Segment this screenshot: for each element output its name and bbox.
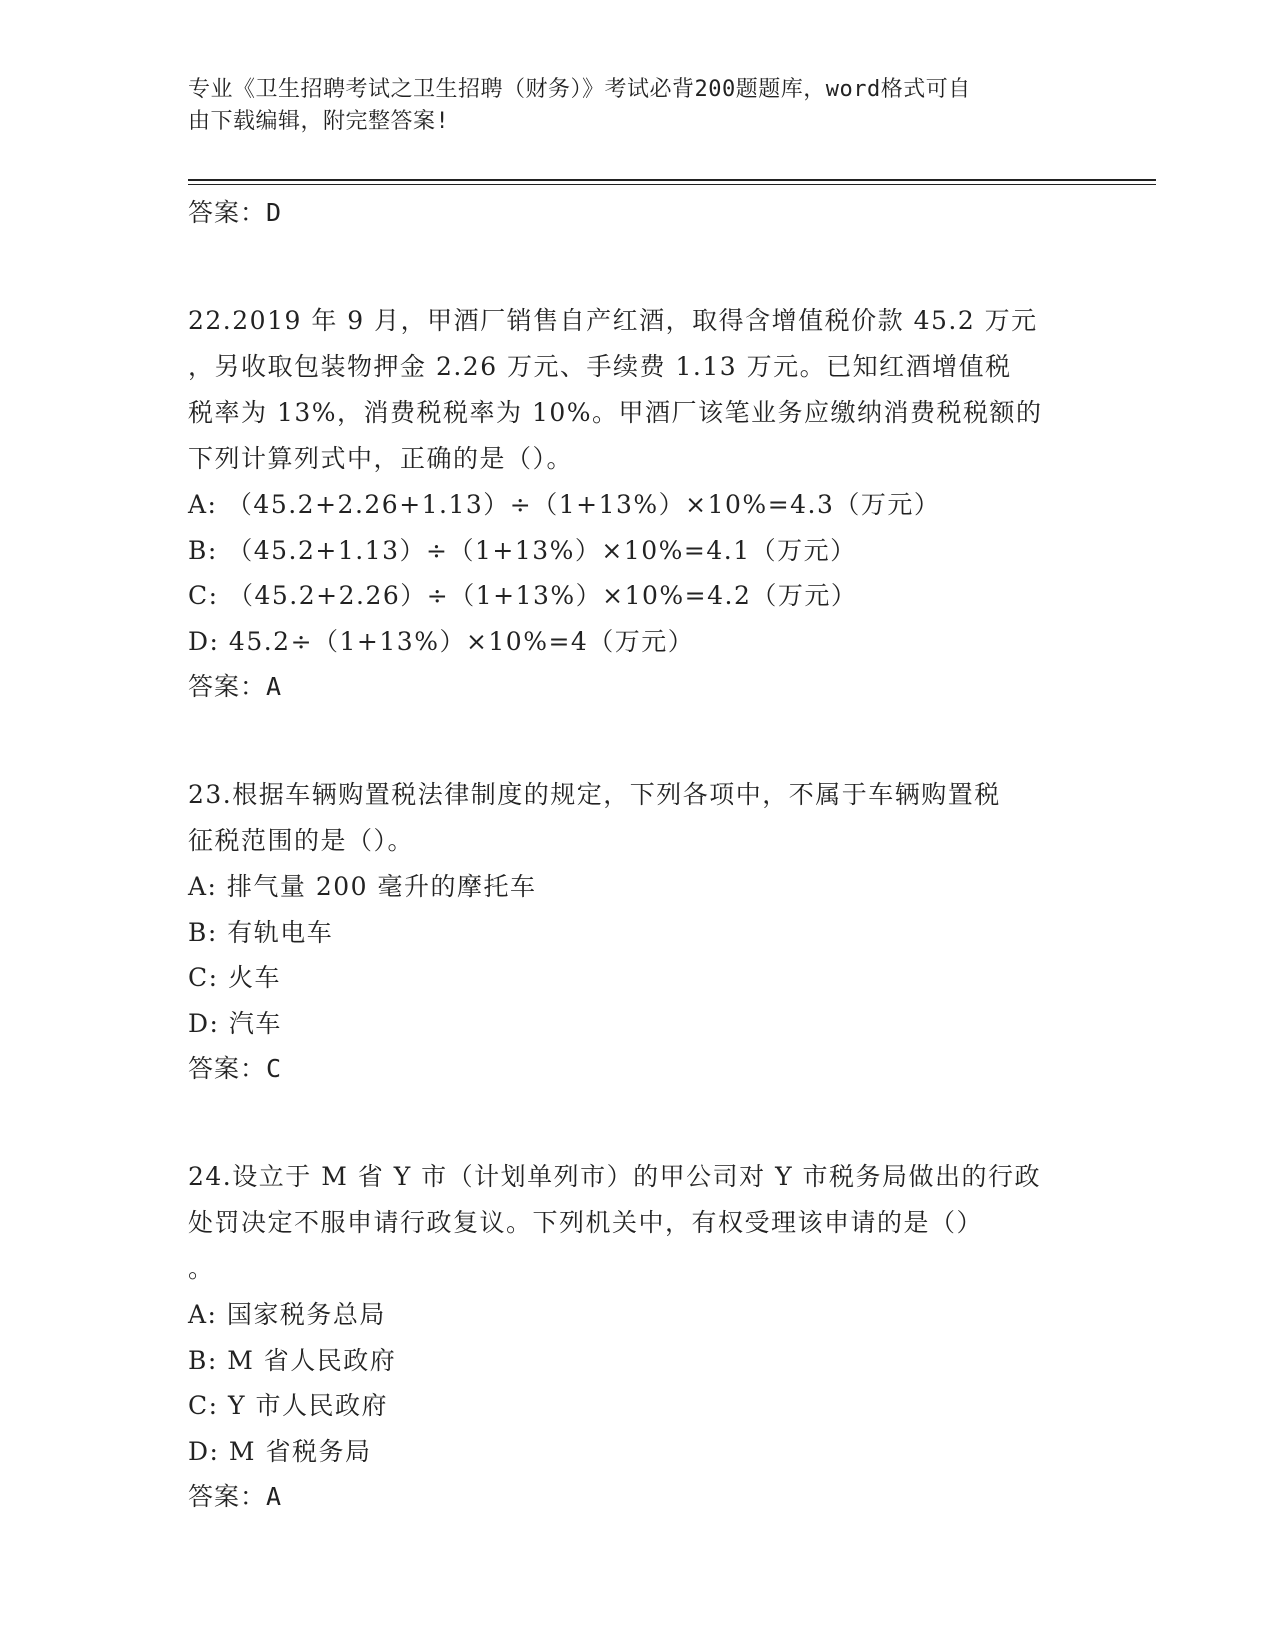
question-text-line: 征税范围的是（）。 — [188, 826, 415, 855]
answer-label: 答案：D — [188, 198, 283, 227]
option-c: C: （45.2+2.26）÷（1+13%）×10%=4.2（万元） — [188, 581, 858, 610]
question-item — [188, 298, 1088, 710]
answer-label: 答案：C — [188, 1054, 283, 1083]
question-list — [188, 190, 1088, 1520]
option-b: B: M 省人民政府 — [188, 1345, 397, 1375]
question-text-line: 。 — [188, 1254, 215, 1283]
option-d: D: 汽车 — [188, 1008, 282, 1038]
question-text-line: 下列计算列式中，正确的是（）。 — [188, 444, 574, 473]
question-text-line: 23.根据车辆购置税法律制度的规定，下列各项中，不属于车辆购置税 — [188, 780, 1001, 809]
question-text-line: 税率为 13%，消费税税率为 10%。甲酒厂该笔业务应缴纳消费税税额的 — [188, 398, 1043, 427]
option-b: B: 有轨电车 — [188, 917, 334, 947]
option-a: A: （45.2+2.26+1.13）÷（1+13%）×10%=4.3（万元） — [188, 490, 941, 519]
question-item — [188, 1154, 1088, 1520]
header-line: 由下载编辑，附完整答案! — [188, 109, 450, 134]
question-item — [188, 772, 1088, 1092]
option-a: A: 国家税务总局 — [188, 1300, 386, 1329]
option-d: D: M 省税务局 — [188, 1436, 372, 1466]
header-divider-thick — [188, 179, 1156, 181]
option-a: A: 排气量 200 毫升的摩托车 — [188, 872, 537, 901]
answer-label: 答案：A — [188, 1482, 283, 1511]
question-text — [188, 772, 1078, 864]
option-c: C: 火车 — [188, 963, 281, 992]
header-line: 专业《卫生招聘考试之卫生招聘（财务）》考试必背200题题库，word格式可自 — [188, 77, 971, 102]
question-text — [188, 1154, 1078, 1292]
option-d: D: 45.2÷（1+13%）×10%=4（万元） — [188, 626, 695, 656]
question-text — [188, 298, 1078, 482]
document-header — [188, 74, 1068, 138]
question-text-line: ，另收取包装物押金 2.26 万元、手续费 1.13 万元。已知红酒增值税 — [188, 352, 1012, 381]
option-b: B: （45.2+1.13）÷（1+13%）×10%=4.1（万元） — [188, 535, 857, 565]
question-text-line: 处罚决定不服申请行政复议。下列机关中，有权受理该申请的是（） — [188, 1208, 984, 1237]
question-text-line: 24.设立于 M 省 Y 市（计划单列市）的甲公司对 Y 市税务局做出的行政 — [188, 1162, 1042, 1191]
question-text-line: 22.2019 年 9 月，甲酒厂销售自产红酒，取得含增值税价款 45.2 万元 — [188, 306, 1038, 335]
header-divider-thin — [188, 184, 1156, 185]
answer-label: 答案：A — [188, 672, 283, 701]
option-c: C: Y 市人民政府 — [188, 1391, 388, 1420]
